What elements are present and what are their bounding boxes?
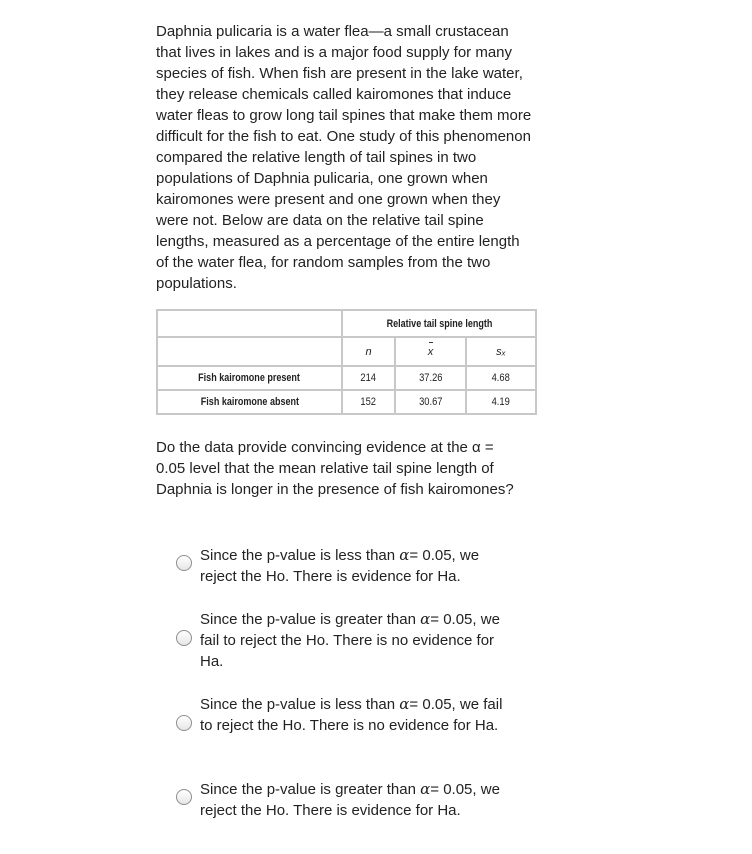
intro-paragraph: Daphnia pulicaria is a water flea—a small crustacean that lives in lakes and is a major food supply for many species of fish. When fish are present in the lake water, they release chemicals called kairomones that induce water fleas to grow long tail spines that make them more difficult for the fish to eat. One study of this phenomenon compared the relative length of tail spines in two populations of Daphnia pulicaria, one grown when kairomones were present and one grown when they were not. Below are data on the relative tail spine lengths, measured as a percentage of the entire length of the water flea, for random samples from the two populations. xyxy=(156,23,532,292)
option-text[interactable]: Since the p-value is less than α= 0.05, we fail to reject the Ho. There is no evidence for Ha. xyxy=(200,695,503,734)
radio-button[interactable] xyxy=(176,630,192,646)
table-row xyxy=(157,366,536,390)
cell-sd: 4.19 xyxy=(466,390,536,414)
radio-button[interactable] xyxy=(176,715,192,731)
data-table xyxy=(156,309,537,415)
cell-n: 214 xyxy=(342,366,395,390)
empty-header-cell xyxy=(157,310,342,337)
cell-mean: 37.26 xyxy=(395,366,466,390)
table-header-row xyxy=(157,310,536,337)
radio-button[interactable] xyxy=(176,789,192,805)
table-row xyxy=(157,390,536,414)
option-text[interactable]: Since the p-value is greater than α= 0.05, we fail to reject the Ho. There is no evidence for Ha. xyxy=(200,610,500,670)
option-text[interactable]: Since the p-value is less than α= 0.05, we reject the Ho. There is evidence for Ha. xyxy=(200,546,480,585)
col-sd-header: sₓ xyxy=(466,337,536,366)
radio-button[interactable] xyxy=(176,555,192,571)
table-subheader-row xyxy=(157,337,536,366)
cell-sd: 4.68 xyxy=(466,366,536,390)
col-mean-header: x xyxy=(395,337,466,366)
empty-subheader-cell xyxy=(157,337,342,366)
col-n-header: n xyxy=(342,337,395,366)
option-text[interactable]: Since the p-value is greater than α= 0.05, we reject the Ho. There is evidence for Ha. xyxy=(200,780,500,819)
row-label: Fish kairomone present xyxy=(157,366,342,390)
question-text: Do the data provide convincing evidence at the α = 0.05 level that the mean relative tail spine length of Daphnia is longer in the presence of fish kairomones? xyxy=(156,439,514,498)
cell-n: 152 xyxy=(342,390,395,414)
cell-mean: 30.67 xyxy=(395,390,466,414)
group-header: Relative tail spine length xyxy=(342,310,536,337)
row-label: Fish kairomone absent xyxy=(157,390,342,414)
